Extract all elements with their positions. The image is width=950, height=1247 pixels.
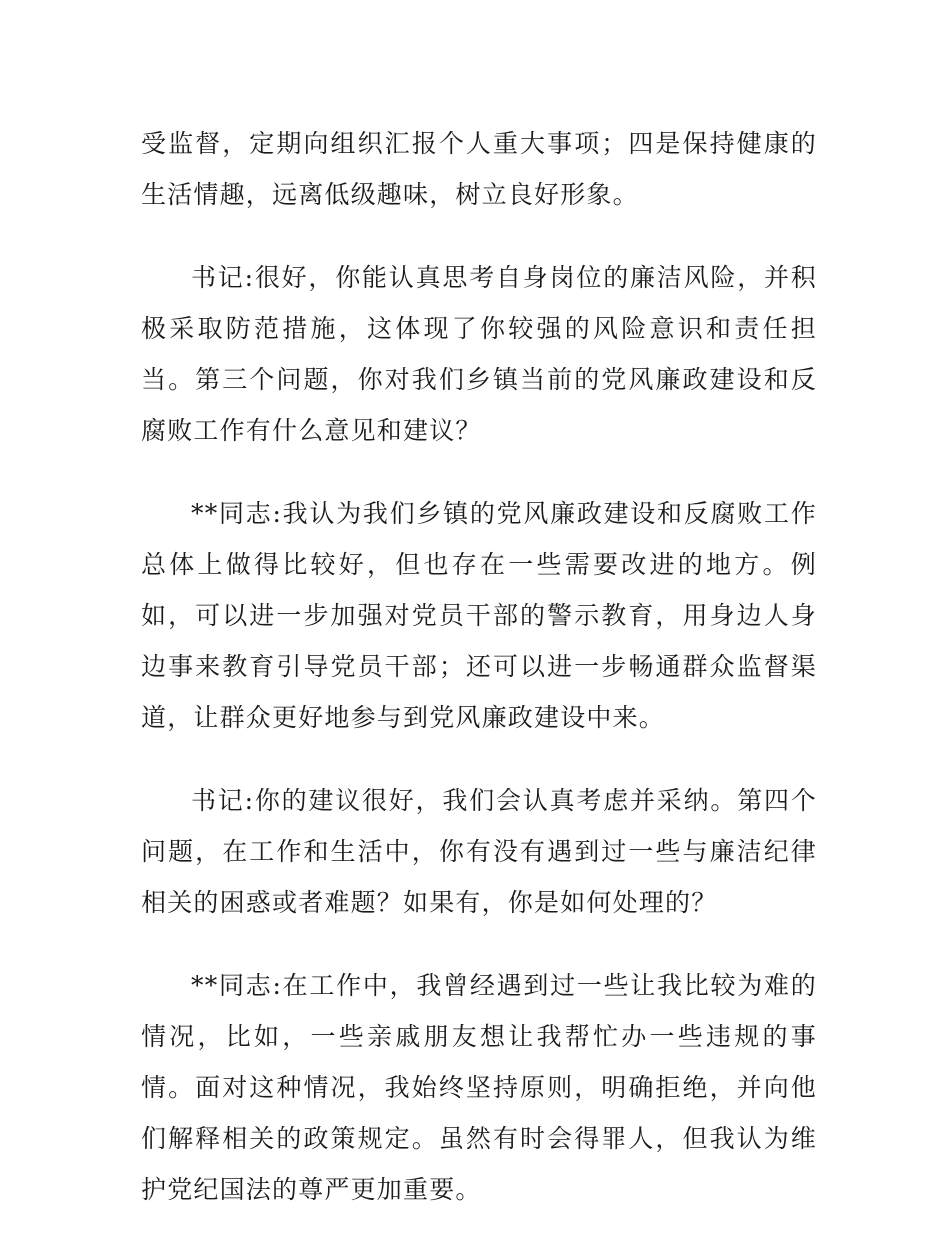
paragraph-comrade-answer-4: **同志:在工作中，我曾经遇到过一些让我比较为难的情况，比如，一些亲戚朋友想让我帮忙办一些违规的事情。面对这种情况，我始终坚持原则，明确拒绝，并向他们解释相关的政策规定。虽然有时会得罪人，但我认为维护党纪国法的尊严更加重要。	[141, 971, 817, 1204]
paragraph-secretary-question-3: 书记:很好，你能认真思考自身岗位的廉洁风险，并积极采取防范措施，这体现了你较强的风险意识和责任担当。第三个问题，你对我们乡镇当前的党风廉政建设和反腐败工作有什么意见和建议？	[141, 263, 817, 445]
document-body	[141, 118, 817, 1247]
paragraph-comrade-answer-3: **同志:我认为我们乡镇的党风廉政建设和反腐败工作总体上做得比较好，但也存在一些需要改进的地方。例如，可以进一步加强对党员干部的警示教育，用身边人身边事来教育引导党员干部；还可以进一步畅通群众监督渠道，让群众更好地参与到党风廉政建设中来。	[141, 499, 817, 732]
paragraph-secretary-question-4: 书记:你的建议很好，我们会认真考虑并采纳。第四个问题，在工作和生活中，你有没有遇到过一些与廉洁纪律相关的困惑或者难题？如果有，你是如何处理的？	[141, 786, 817, 917]
paragraph-continuation: 受监督，定期向组织汇报个人重大事项；四是保持健康的生活情趣，远离低级趣味，树立良好形象。	[141, 129, 817, 209]
